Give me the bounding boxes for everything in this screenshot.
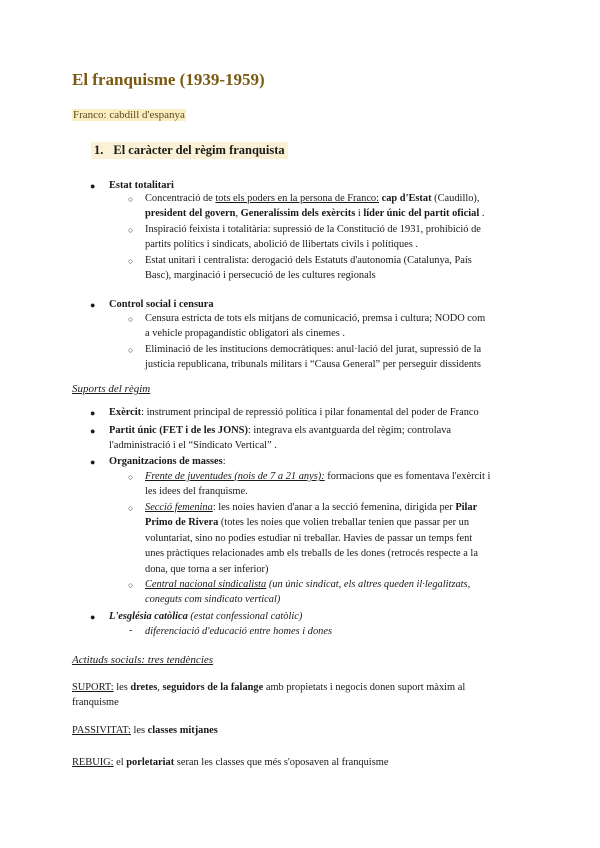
control-item-2: Eliminació de les institucions democràtiques: anul·lació del jurat, supressió de la justícia republicana, tribunals militars i “Causa General” per perseguir dissidents	[145, 344, 482, 371]
actitud-rebuig: REBUIG: el porletariat seran les classes que més s'oposaven al franquisme	[72, 757, 389, 768]
bullet-icon: ●	[90, 457, 96, 467]
bullet-icon: ●	[90, 408, 96, 418]
org-seccio: Secció femenina: les noies havien d'anar a la secció femenina, dirigida per Pilar Primo de Rivera (totes les noies que volien treballar tenien que passar per un voluntariat, sino no podies estudiar ni treballar. Havies de passar un temps fent unes pràctiques relacionades amb els treballs de les dones (retrocés respecte a la dona, que torna a ser inferior)	[145, 502, 478, 575]
suports-heading: Suports del règim	[72, 383, 151, 395]
circle-bullet-icon: ○	[128, 314, 134, 324]
estat-item-3: Estat unitari i centralista: derogació dels Estatuts d'autonomia (Catalunya, País Basc), marginació i persecució de les cultures regionals	[145, 255, 472, 282]
bullet-icon: ●	[90, 181, 96, 191]
circle-bullet-icon: ○	[128, 194, 134, 204]
page-title: El franquisme (1939-1959)	[72, 70, 265, 89]
actitud-suport: SUPORT: les dretes, seguidors de la falange amb propietats i negocis donen suport màxim al franquisme	[72, 682, 466, 709]
suport-esglesia: L'església catòlica (estat confessional catòlic)	[109, 611, 303, 622]
bullet-icon: ●	[90, 426, 96, 436]
circle-bullet-icon: ○	[128, 256, 134, 266]
circle-bullet-icon: ○	[128, 345, 134, 355]
circle-bullet-icon: ○	[128, 225, 134, 235]
section-label: El caràcter del règim franquista	[113, 143, 285, 157]
circle-bullet-icon: ○	[128, 472, 134, 482]
page-subtitle: Franco: cabdill d'espanya	[73, 109, 185, 121]
org-frente: Frente de juventudes (nois de 7 a 21 anys): formacions que es fomentava l'exèrcit i les idees del franquisme.	[145, 471, 491, 498]
bullet-icon: ●	[90, 300, 96, 310]
esglesia-sub: diferenciació d'educació entre homes i dones	[145, 626, 332, 637]
suport-partit: Partit únic (FET i de les JONS): integrava els avantguarda del règim; controlava l'administració i el “Sindicato Vertical” .	[109, 425, 452, 452]
estat-item-1: Concentració de tots els poders en la persona de Franco: cap d'Estat (Caudillo), president del govern, Generalíssim dels exèrcits i líder únic del partit oficial .	[145, 193, 485, 220]
control-item-1: Censura estricta de tots els mitjans de comunicació, premsa i cultura; NODO com a vehicle propagandístic obligatori als cinemes .	[145, 313, 486, 340]
actitud-passivitat: PASSIVITAT: les classes mitjanes	[72, 725, 218, 736]
bullet-icon: ●	[90, 612, 96, 622]
org-central: Central nacional sindicalista (un únic sindicat, els altres queden il·legalitzats, coneguts com sindicato vertical)	[145, 579, 471, 606]
suport-exercit: Exèrcit: instrument principal de repressió política i pilar fonamental del poder de Franco	[109, 407, 479, 418]
suport-organitzacions: Organitzacions de masses:	[109, 456, 226, 467]
section-number: 1.	[94, 143, 104, 157]
actituds-heading: Actituds socials: tres tendències	[72, 654, 214, 666]
section-heading	[91, 142, 288, 159]
circle-bullet-icon: ○	[128, 580, 134, 590]
dash-bullet-icon: -	[129, 625, 133, 636]
circle-bullet-icon: ○	[128, 503, 134, 513]
estat-item-2: Inspiració feixista i totalitària: supressió de la Constitució de 1931, prohibició de partits polítics i sindicats, abolició de llibertats civils i polítiques .	[145, 224, 481, 251]
control-heading: Control social i censura	[109, 299, 214, 310]
estat-heading: Estat totalitari	[109, 180, 174, 191]
